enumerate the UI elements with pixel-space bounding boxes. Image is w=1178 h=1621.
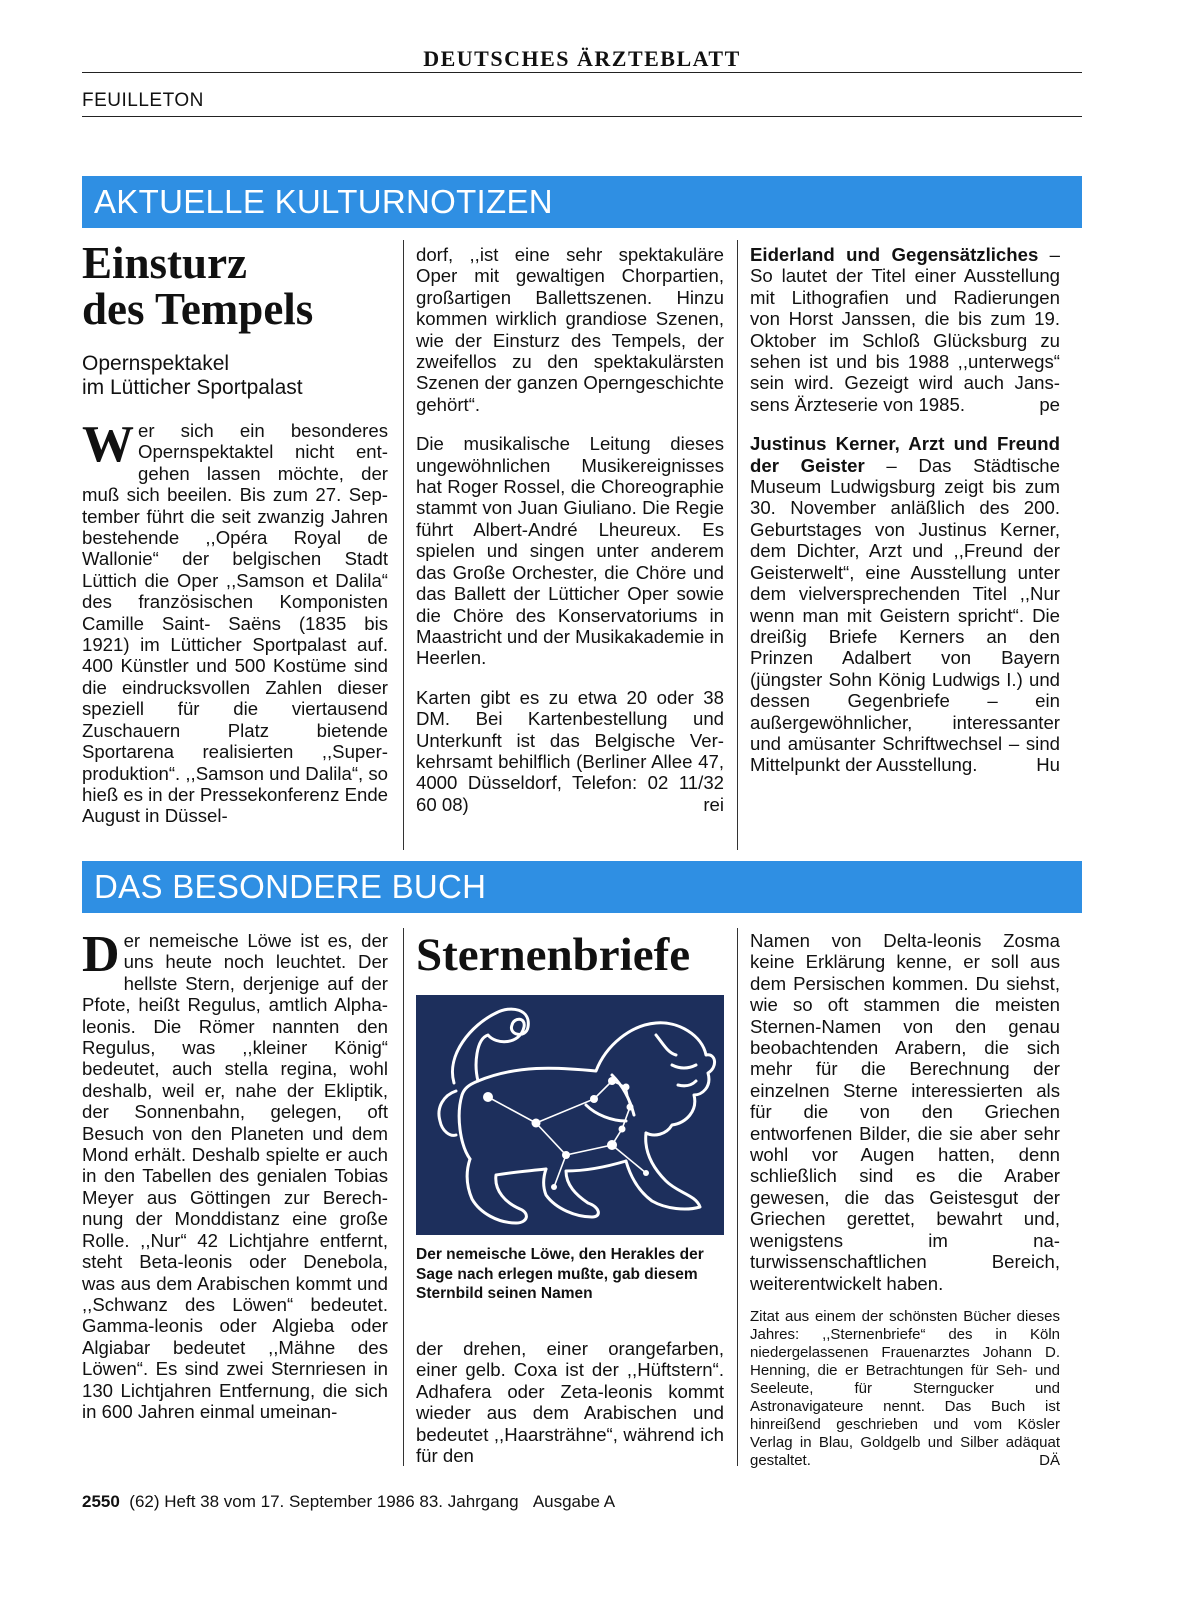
- column-divider: [403, 928, 404, 1466]
- column-divider: [737, 928, 738, 1466]
- note-heading: Justinus Kerner, Arzt und Freund der Geister: [750, 433, 1060, 476]
- page-number: 2550: [82, 1492, 120, 1511]
- article1-title-line2: des Tempels: [82, 284, 314, 334]
- article1-col1-text: er sich ein besonderes Opernspektaktel nicht entgehen lassen möchte, der muß sich beeilen. Bis zum 27. September führt die seit zwanzig Jahren bestehende ,,Opéra Royal de Wallonie“ der belgischen Stadt Lüttich die Oper ,,Samson et Dalila“ des französischen Komponisten Camille Saint- Saëns (1835 bis 1921) im Lütticher Sportpalast auf. 400 Künstler und 500 Kostüme sind die eindrucksvollen Zahlen dieser speziell für die viertausend Zuschauern Platz bietende Sportarena realisierten ,,Superproduktion“. ,,Samson und Dalila“, so hieß es in der Pressekonferenz Ende August in Düssel-: [82, 420, 388, 827]
- issue-info: (62) Heft 38 vom 17. September 1986 83. Jahrgang: [129, 1492, 519, 1511]
- article1-title: [82, 240, 382, 332]
- banner-besondere-buch: DAS BESONDERE BUCH: [82, 861, 1082, 913]
- notes-column: [750, 244, 1060, 776]
- note-heading: Eiderland und Gegensätzliches: [750, 244, 1039, 265]
- article1-paragraph: [416, 687, 724, 815]
- article1-paragraph-text: Karten gibt es zu etwa 20 oder 38 DM. Bei Kartenbestellung und Unterkunft ist das Belgische Verkehrsamt behilflich (Berliner Allee 47, 4000 Düsseldorf, Telefon: 02 11/32 60 08): [416, 686, 724, 815]
- section-label: FEUILLETON: [82, 90, 204, 111]
- article2-col1: [82, 926, 388, 1422]
- article1-subtitle: [82, 352, 382, 400]
- book-quote: [750, 1308, 1060, 1470]
- author-sign: DÄ: [1039, 1452, 1060, 1469]
- edition-label: Ausgabe A: [532, 1492, 616, 1511]
- article1-paragraph: dorf, ,,ist eine sehr spektakuläre Oper mit gewaltigen Chorpartien, großartigen Ballettszenen. Hinzu kommen wirklich grandiose Szenen, wie der Einsturz des Tempels, der zweifellos zu den spektakulärsten Szenen der ganzen Operngeschichte gehört“.: [416, 244, 724, 415]
- author-sign: Hu: [1036, 754, 1060, 776]
- article1-subtitle-line2: im Lütticher Sportpalast: [82, 376, 303, 399]
- leo-constellation-figure: [416, 995, 724, 1235]
- masthead: DEUTSCHES ÄRZTEBLATT: [423, 46, 741, 71]
- drop-cap: W: [82, 416, 134, 473]
- article2-col1-text: er nemeische Löwe ist es, der uns heute noch leuchtet. Der hellste Stern, derjenige auf der Pfote, heißt Regulus, amtlich Alpha-leonis. Die Römer nannten den Regulus, was ,,kleiner König“ bedeutet, auch stella regina, wohl deshalb, weil er, nahe der Ekliptik, der Sonnenbahn, gelegen, oft Besuch von den Planeten und dem Mond erhält. Deshalb spielte er auch in den Tabellen des genialen Tobias Meyer aus Göttingen zur Berechnung der Monddistanz eine große Rolle. ,,Nur“ 42 Lichtjahre entfernt, steht Beta-leonis oder Denebola, was aus dem Arabischen kommt und ,,Schwanz des Löwen“ bedeutet. Gamma-leonis oder Algieba oder Algiabar bedeutet ,,Mähne des Löwen“. Es sind zwei Sternriesen in 130 Lichtjahren Entfernung, die sich in 600 Jahren einmal umeinan-: [82, 930, 388, 1422]
- article2-col3: Namen von Delta-leonis Zosma keine Erklärung kenne, er soll aus dem Persischen kommen. Du siehst, wie so oft stammen die meisten Sternen-Namen von den genau beobachtenden Arabern, die sich mehr für die Berechnung der einzelnen Sterne interessierten als für die von den Griechen entworfenen Bilder, die sie aber sehr wohl vor Augen hatten, denn schließlich sind es die Araber gewesen, die das Geistesgut der Griechen gerettet, bewahrt und, wenigstens im naturwissenschaftlichen Bereich, weiterentwickelt haben.: [750, 930, 1060, 1294]
- article1-col2: [416, 244, 724, 815]
- drop-cap: D: [82, 926, 120, 983]
- article1-col1: [82, 416, 388, 827]
- article2-title: Sternenbriefe: [416, 929, 691, 981]
- column-divider: [403, 240, 404, 850]
- note-text: – So lautet der Titel einer Ausstellung mit Lithografien und Radierungen von Horst Janssen, die bis zum 19. Oktober im Schloß Glücksburg zu sehen ist und bis 1988 ,,unterwegs“ sein wird. Gezeigt wird auch Janssens Ärzteserie von 1985.: [750, 244, 1060, 415]
- note-eiderland: [750, 244, 1060, 415]
- article2-col2: der drehen, einer orangefarben, einer gelb. Coxa ist der ,,Hüftstern“. Adhafera oder Zeta-leonis kommt wieder aus dem Arabischen und bedeutet ,,Haarsträhne“, während ich für den: [416, 1338, 724, 1467]
- page-footer: [82, 1492, 615, 1512]
- article1-title-line1: Einsturz: [82, 238, 248, 288]
- note-kerner: [750, 433, 1060, 776]
- article1-subtitle-line1: Opernspektakel: [82, 352, 230, 375]
- banner-kulturnotizen: AKTUELLE KULTURNOTIZEN: [82, 176, 1082, 228]
- column-divider: [737, 240, 738, 850]
- author-sign: rei: [703, 793, 724, 815]
- note-text: – Das Städtische Museum Ludwigsburg zeigt bis zum 30. November anläßlich des 200. Geburtstages von Justinus Kerner, dem Dichter, Arzt und ,,Freund der Geisterwelt“, eine Ausstellung unter dem vielversprechenden Titel ,,Nur wenn man mit Geistern spricht“. Die dreißig Briefe Kerners an den Prinzen Adalbert von Bayern (jüngster Sohn König Ludwigs I.) und dessen Gegenbriefe – ein außergewöhnlicher, interessanter und amüsanter Schriftwechsel – sind Mittelpunkt der Ausstellung.: [750, 454, 1060, 776]
- author-sign: pe: [1039, 393, 1060, 415]
- article1-paragraph: Die musikalische Leitung dieses ungewöhnlichen Musikereignisses hat Roger Rossel, die Choreographie stammt von Juan Giuliano. Die Regie führt Albert-André Lheureux. Es spielen und singen unter anderem das Große Orchester, die Chöre und das Ballett der Lütticher Oper sowie die Chöre des Konservatoriums in Maastricht und der Musikakademie in Heerlen.: [416, 433, 724, 669]
- book-quote-text: Zitat aus einem der schönsten Bücher dieses Jahres: ,,Sternenbriefe“ des in Köln niedergelassenen Frauenarztes Johann D. Henning, die er Betrachtungen für Seh- und Seeleute, für Sterngucker und Astronavigateure nennt. Das Buch ist hinreißend geschrieben und vom Kösler Verlag in Blau, Goldgelb und Silber adäquat gestaltet.: [750, 1308, 1060, 1469]
- section-rule: [82, 116, 1082, 117]
- leo-constellation-illustration: [416, 995, 724, 1235]
- figure-caption: Der nemeische Löwe, den Herakles der Sage nach erlegen mußte, gab diesem Sternbild seinen Namen: [416, 1246, 704, 1302]
- masthead-rule: [82, 72, 1082, 73]
